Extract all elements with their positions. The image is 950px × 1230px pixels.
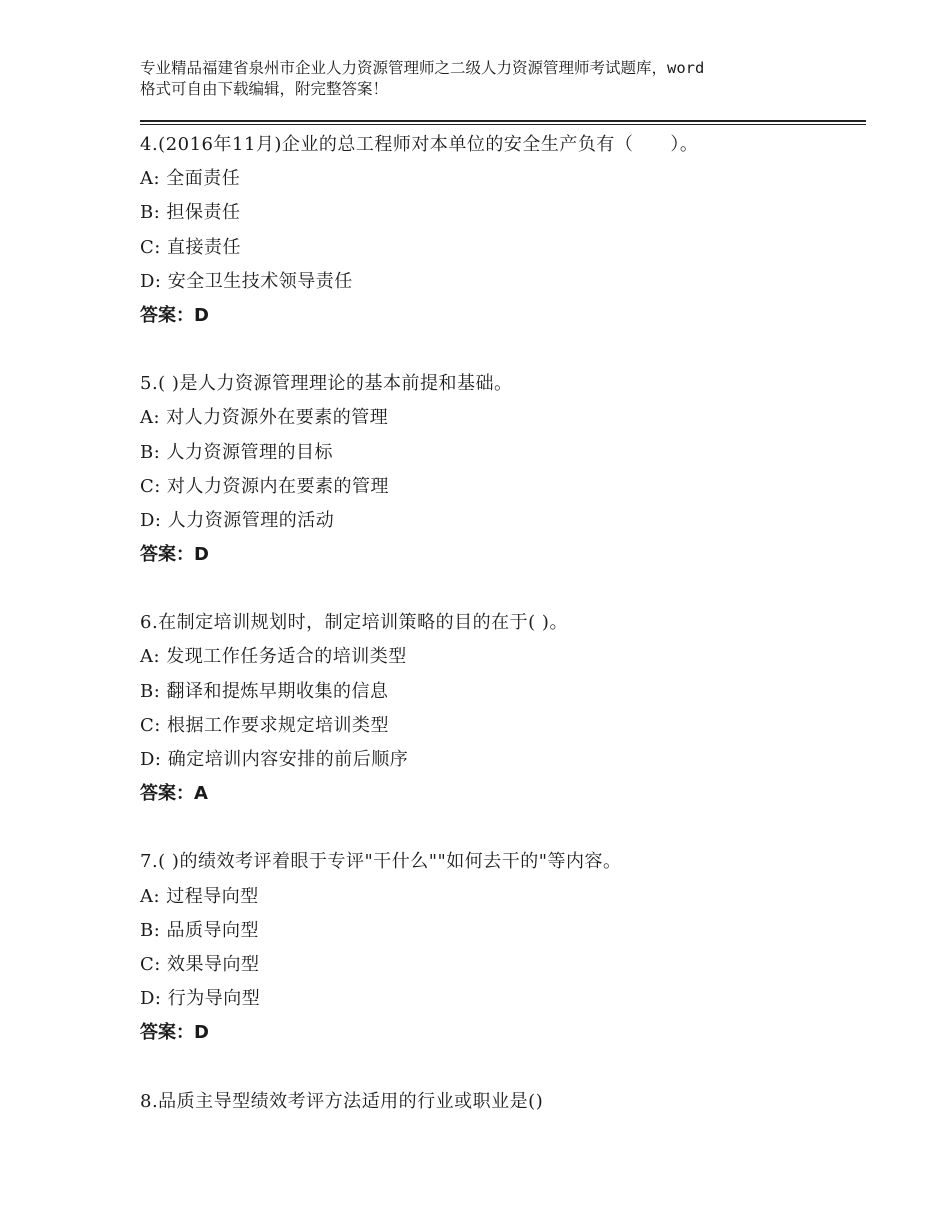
- option-d: D: 人力资源管理的活动: [140, 509, 335, 531]
- option-d: D: 安全卫生技术领导责任: [140, 270, 353, 292]
- option-c: C: 直接责任: [140, 236, 242, 258]
- question-7: [140, 845, 866, 1050]
- question-list: [140, 128, 866, 1153]
- option-c: C: 根据工作要求规定培训类型: [140, 714, 390, 736]
- option-a: A: 发现工作任务适合的培训类型: [140, 646, 407, 668]
- question-8: [140, 1085, 866, 1119]
- question-6: [140, 606, 866, 811]
- header-line-1: 专业精品福建省泉州市企业人力资源管理师之二级人力资源管理师考试题库，word: [140, 59, 705, 77]
- header-divider-thick: [140, 120, 866, 122]
- question-stem: 6.在制定培训规划时，制定培训策略的目的在于( )。: [140, 612, 568, 634]
- option-a: A: 过程导向型: [140, 885, 259, 907]
- question-stem: 7.( )的绩效考评着眼于专评"干什么""如何去干的"等内容。: [140, 851, 622, 873]
- answer-label: 答案：D: [140, 304, 209, 326]
- question-stem: 5.( )是人力资源管理理论的基本前提和基础。: [140, 373, 513, 395]
- option-b: B: 翻译和提炼早期收集的信息: [140, 680, 389, 702]
- header-line-2: 格式可自由下载编辑，附完整答案！: [140, 80, 389, 98]
- option-d: D: 行为导向型: [140, 988, 261, 1010]
- question-5: [140, 367, 866, 572]
- question-stem: 4.(2016年11月)企业的总工程师对本单位的安全生产负有（ ）。: [140, 134, 699, 155]
- option-c: C: 对人力资源内在要素的管理: [140, 475, 390, 497]
- option-c: C: 效果导向型: [140, 953, 260, 975]
- answer-label: 答案：D: [140, 1022, 209, 1044]
- option-b: B: 品质导向型: [140, 919, 260, 941]
- option-b: B: 担保责任: [140, 202, 241, 224]
- document-header: [140, 58, 830, 100]
- answer-label: 答案：D: [140, 544, 209, 566]
- option-a: A: 对人力资源外在要素的管理: [140, 407, 389, 429]
- option-b: B: 人力资源管理的目标: [140, 441, 334, 463]
- answer-label: 答案：A: [140, 783, 208, 805]
- question-stem: 8.品质主导型绩效考评方法适用的行业或职业是(): [140, 1090, 544, 1112]
- option-d: D: 确定培训内容安排的前后顺序: [140, 749, 409, 770]
- option-a: A: 全面责任: [140, 168, 241, 190]
- header-divider-thin: [140, 124, 866, 125]
- question-4: [140, 128, 866, 333]
